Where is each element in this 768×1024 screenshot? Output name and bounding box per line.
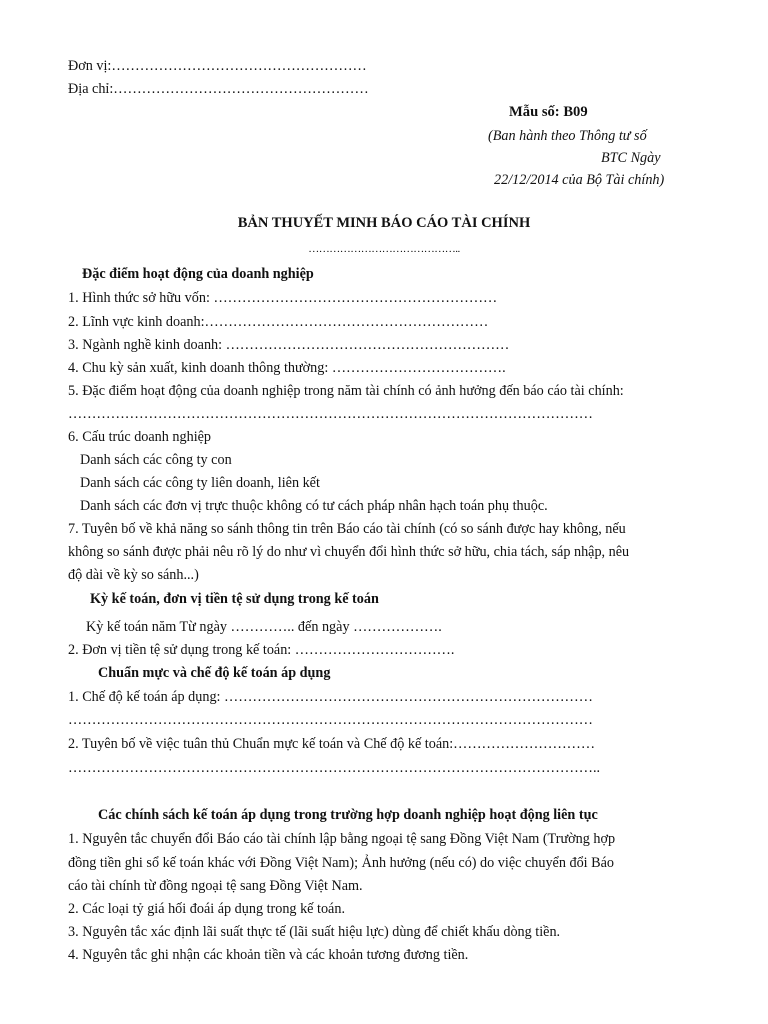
- dotted-line: …………………………………………………………………………………………………: [68, 406, 593, 422]
- item-exchange-rates: 2. Các loại tỷ giá hối đoái áp dụng trong kế toán.: [68, 901, 345, 917]
- dotted-line: …………………………………………………………………………………………………..: [68, 760, 601, 776]
- title-dots: ……………………………………..: [308, 243, 460, 255]
- document-title: BẢN THUYẾT MINH BÁO CÁO TÀI CHÍNH: [237, 215, 531, 231]
- item-conversion-1: 1. Nguyên tắc chuyển đổi Báo cáo tài chính lập bằng ngoại tệ sang Đồng Việt Nam (Trường hợp: [68, 831, 616, 847]
- item-joint-ventures: Danh sách các công ty liên doanh, liên kết: [80, 475, 320, 491]
- issued-note-line-2: BTC Ngày: [601, 150, 661, 166]
- item-ownership: 1. Hình thức sở hữu vốn: ……………………………………………………: [68, 290, 498, 306]
- address-line: Địa chỉ:………………………………………………: [68, 81, 369, 97]
- item-production-cycle: 4. Chu kỳ sản xuất, kinh doanh thông thường: ……………………………….: [68, 360, 506, 376]
- item-interest-rate: 3. Nguyên tắc xác định lãi suất thực tế (lãi suất hiệu lực) dùng để chiết khấu dòng tiền.: [68, 924, 561, 940]
- item-currency: 2. Đơn vị tiền tệ sử dụng trong kế toán: …………………………….: [68, 642, 455, 658]
- section-heading-standards: Chuẩn mực và chế độ kế toán áp dụng: [98, 665, 331, 681]
- item-structure: 6. Cấu trúc doanh nghiệp: [68, 429, 212, 445]
- item-compliance-statement: 2. Tuyên bố về việc tuân thủ Chuẩn mực kế toán và Chế độ kế toán:…………………………: [68, 736, 596, 752]
- section-heading-policies: Các chính sách kế toán áp dụng trong trường hợp doanh nghiệp hoạt động liên tục: [98, 807, 598, 823]
- section-heading-period-currency: Kỳ kế toán, đơn vị tiền tệ sử dụng trong kế toán: [90, 591, 379, 607]
- item-cash-equivalents: 4. Nguyên tắc ghi nhận các khoản tiền và các khoản tương đương tiền.: [68, 947, 469, 963]
- item-operating-characteristics: 5. Đặc điểm hoạt động của doanh nghiệp trong năm tài chính có ảnh hưởng đến báo cáo tài chính:: [68, 383, 624, 399]
- item-subsidiaries: Danh sách các công ty con: [80, 452, 232, 468]
- item-accounting-regime: 1. Chế độ kế toán áp dụng: ……………………………………………………………………: [68, 689, 593, 705]
- item-conversion-2: đồng tiền ghi sổ kế toán khác với Đồng Việt Nam); Ảnh hưởng (nếu có) do việc chuyển đổi Báo: [68, 855, 615, 871]
- item-comparability-2: không so sánh được phải nêu rõ lý do như vì chuyển đổi hình thức sở hữu, chia tách, sáp nhập, nêu: [68, 544, 630, 560]
- unit-line: Đơn vị:………………………………………………: [68, 58, 367, 74]
- item-business-field: 2. Lĩnh vực kinh doanh:……………………………………………………: [68, 314, 489, 330]
- item-accounting-period: Kỳ kế toán năm Từ ngày ………….. đến ngày ……………….: [86, 619, 442, 635]
- issued-note-line-3: 22/12/2014 của Bộ Tài chính): [494, 172, 665, 188]
- item-comparability-1: 7. Tuyên bố về khả năng so sánh thông tin trên Báo cáo tài chính (có so sánh được hay không, nếu: [68, 521, 626, 537]
- item-business-line: 3. Ngành nghề kinh doanh: ……………………………………………………: [68, 337, 510, 353]
- item-conversion-3: cáo tài chính từ đồng ngoại tệ sang Đồng Việt Nam.: [68, 878, 363, 894]
- issued-note-line-1: (Ban hành theo Thông tư số: [488, 128, 647, 144]
- item-dependent-units: Danh sách các đơn vị trực thuộc không có tư cách pháp nhân hạch toán phụ thuộc.: [80, 498, 548, 514]
- section-heading-operations: Đặc điểm hoạt động của doanh nghiệp: [82, 266, 314, 282]
- form-number: Mẫu số: B09: [509, 104, 588, 120]
- dotted-line: …………………………………………………………………………………………………: [68, 712, 593, 728]
- item-comparability-3: độ dài về kỳ so sánh...): [68, 567, 199, 583]
